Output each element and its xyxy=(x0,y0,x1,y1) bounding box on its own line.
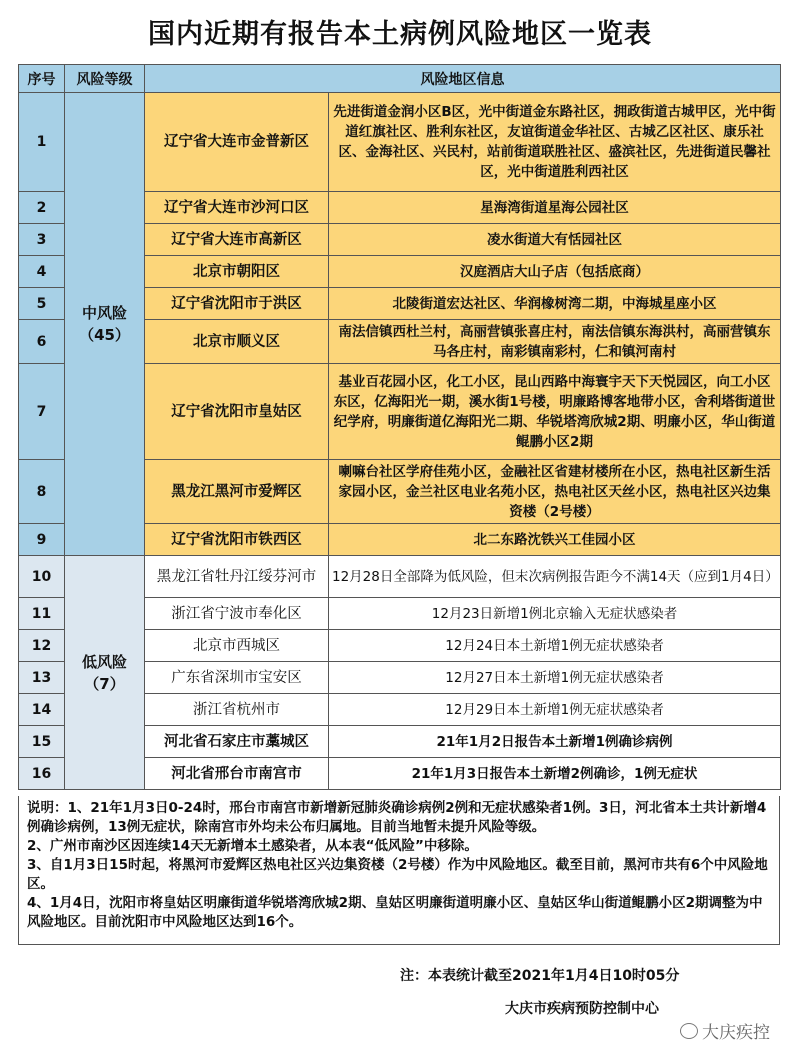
region-info: 先进街道金润小区B区，光中街道金东路社区，拥政街道古城甲区，光中街道红旗社区、胜利东社区，友谊街道金华社区、古城乙区社区、康乐社区、金海社区、兴民村，站前街道联胜社区、盛滨社区，先进街道民馨社区，光中街道胜利西社区 xyxy=(329,93,781,192)
row-number: 1 xyxy=(19,93,65,192)
region-info: 星海湾街道星海公园社区 xyxy=(329,192,781,224)
header-info: 风险地区信息 xyxy=(145,65,781,93)
region-info: 21年1月2日报告本土新增1例确诊病例 xyxy=(329,726,781,758)
region-name: 北京市顺义区 xyxy=(145,320,329,364)
row-number: 12 xyxy=(19,630,65,662)
region-name: 辽宁省沈阳市铁西区 xyxy=(145,524,329,556)
note-paragraph: 3、自1月3日15时起，将黑河市爱辉区热电社区兴边集资楼（2号楼）作为中风险地区。截至目前，黑河市共有6个中风险地区。 xyxy=(27,857,768,892)
header-seq: 序号 xyxy=(19,65,65,93)
region-info: 基业百花园小区，化工小区，昆山西路中海寰宇天下天悦园区，向工小区东区，亿海阳光一期，溪水街1号楼，明廉路博客地带小区，舍利塔街道世纪学府，明廉街道亿海阳光二期、华锐塔湾欣城2期、明廉小区，华山街道鲲鹏小区2期 xyxy=(329,364,781,460)
row-number: 10 xyxy=(19,556,65,598)
row-number: 14 xyxy=(19,694,65,726)
row-number: 5 xyxy=(19,288,65,320)
row-number: 16 xyxy=(19,758,65,790)
risk-table xyxy=(18,64,781,790)
row-number: 4 xyxy=(19,256,65,288)
region-name: 河北省石家庄市藁城区 xyxy=(145,726,329,758)
level-count: （45） xyxy=(79,326,130,344)
watermark xyxy=(680,1018,770,1043)
level-cell-low xyxy=(65,556,145,790)
region-name: 辽宁省沈阳市皇姑区 xyxy=(145,364,329,460)
row-number: 6 xyxy=(19,320,65,364)
page-title: 国内近期有报告本土病例风险地区一览表 xyxy=(148,19,652,50)
region-info: 凌水街道大有恬园社区 xyxy=(329,224,781,256)
region-info: 南法信镇西杜兰村，高丽营镇张喜庄村，南法信镇东海洪村，高丽营镇东马各庄村，南彩镇南彩村，仁和镇河南村 xyxy=(329,320,781,364)
row-number: 15 xyxy=(19,726,65,758)
region-info: 12月23日新增1例北京输入无症状感染者 xyxy=(329,598,781,630)
level-count: （7） xyxy=(84,674,125,693)
region-name: 北京市西城区 xyxy=(145,630,329,662)
region-info: 21年1月3日报告本土新增2例确诊，1例无症状 xyxy=(329,758,781,790)
table-header-row xyxy=(19,65,781,93)
region-name: 辽宁省沈阳市于洪区 xyxy=(145,288,329,320)
row-number: 13 xyxy=(19,662,65,694)
region-name: 黑龙江省牡丹江绥芬河市 xyxy=(145,556,329,598)
region-info: 12月24日本土新增1例无症状感染者 xyxy=(329,630,781,662)
table-row xyxy=(19,556,781,598)
watermark-text: 大庆疾控 xyxy=(702,1023,770,1043)
header-level: 风险等级 xyxy=(65,65,145,93)
row-number: 2 xyxy=(19,192,65,224)
row-number: 11 xyxy=(19,598,65,630)
note-paragraph: 2、广州市南沙区因连续14天无新增本土感染者，从本表“低风险”中移除。 xyxy=(27,838,478,854)
note-paragraph: 说明：1、21年1月3日0-24时，邢台市南宫市新增新冠肺炎确诊病例2例和无症状感染者1例。3日，河北省本土共计新增4例确诊病例，13例无症状，除南宫市外均未公布归属地。目前当地暂未提升风险等级。 xyxy=(27,800,767,835)
note-paragraph: 4、1月4日，沈阳市将皇姑区明廉街道华锐塔湾欣城2期、皇姑区明廉街道明廉小区、皇姑区华山街道鲲鹏小区2期调整为中风险地区。目前沈阳市中风险地区达到16个。 xyxy=(27,895,763,930)
organization-name: 大庆市疾病预防控制中心 xyxy=(505,1001,659,1017)
region-info: 12月29日本土新增1例无症状感染者 xyxy=(329,694,781,726)
level-cell-medium xyxy=(65,93,145,556)
table-row xyxy=(19,93,781,192)
region-info: 喇嘛台社区学府佳苑小区，金融社区省建材楼所在小区，热电社区新生活家园小区，金兰社区电业名苑小区，热电社区天丝小区，热电社区兴边集资楼（2号楼） xyxy=(329,460,781,524)
level-label: 低风险 xyxy=(81,652,127,671)
notes-box xyxy=(18,796,780,945)
region-info: 12月28日全部降为低风险，但末次病例报告距今不满14天（应到1月4日） xyxy=(329,556,781,598)
region-name: 广东省深圳市宝安区 xyxy=(145,662,329,694)
region-info: 北二东路沈铁兴工佳园小区 xyxy=(329,524,781,556)
row-number: 3 xyxy=(19,224,65,256)
region-info: 12月27日本土新增1例无症状感染者 xyxy=(329,662,781,694)
wechat-icon xyxy=(680,1023,698,1039)
region-name: 北京市朝阳区 xyxy=(145,256,329,288)
region-name: 浙江省宁波市奉化区 xyxy=(145,598,329,630)
region-name: 辽宁省大连市金普新区 xyxy=(145,93,329,192)
region-name: 黑龙江黑河市爱辉区 xyxy=(145,460,329,524)
row-number: 8 xyxy=(19,460,65,524)
region-name: 辽宁省大连市沙河口区 xyxy=(145,192,329,224)
row-number: 7 xyxy=(19,364,65,460)
stats-footnote: 注：本表统计截至2021年1月4日10时05分 xyxy=(400,968,680,984)
region-name: 辽宁省大连市高新区 xyxy=(145,224,329,256)
region-info: 北陵街道宏达社区、华润橡树湾二期，中海城星座小区 xyxy=(329,288,781,320)
region-name: 河北省邢台市南宫市 xyxy=(145,758,329,790)
level-label: 中风险 xyxy=(81,304,127,322)
region-name: 浙江省杭州市 xyxy=(145,694,329,726)
row-number: 9 xyxy=(19,524,65,556)
region-info: 汉庭酒店大山子店（包括底商） xyxy=(329,256,781,288)
